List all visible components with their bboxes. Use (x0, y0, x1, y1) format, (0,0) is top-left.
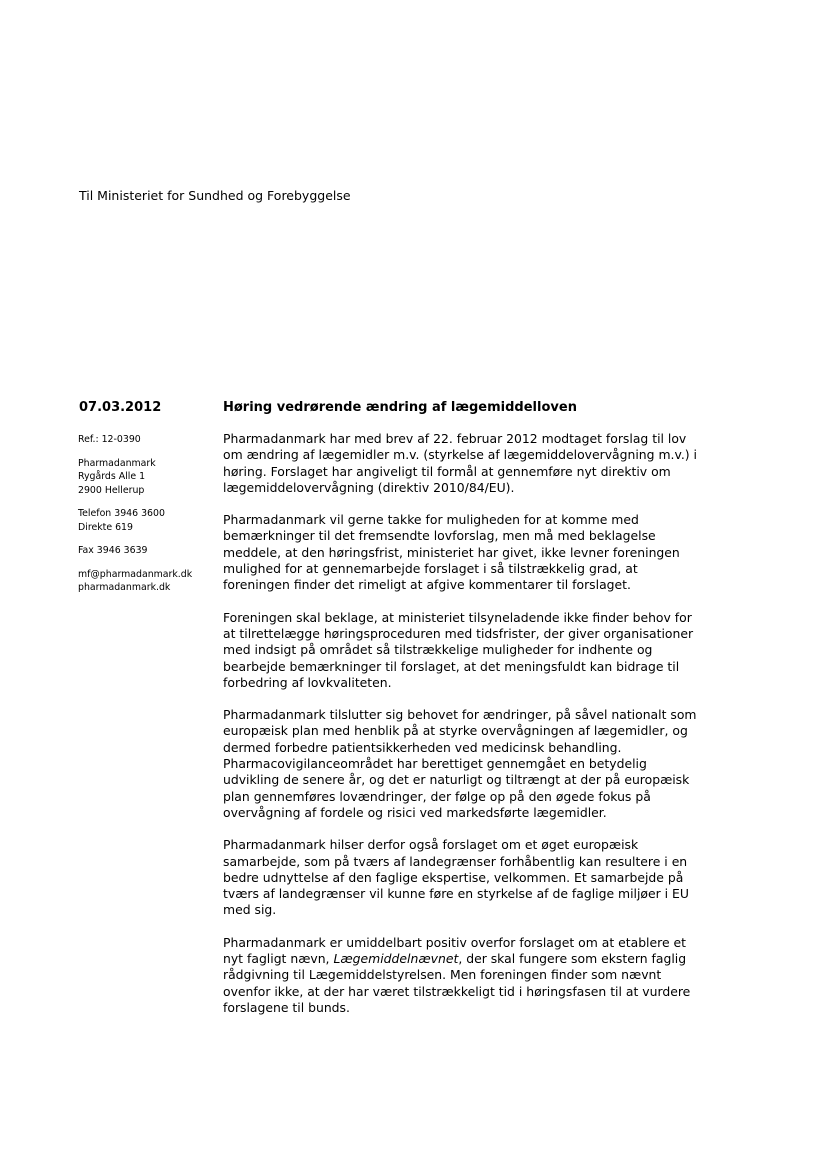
reference-number: Ref.: 12-0390 (78, 434, 141, 445)
letter-date: 07.03.2012 (79, 400, 162, 415)
email-address[interactable]: mf@pharmadanmark.dk (78, 568, 193, 580)
postal-city: 2900 Hellerup (78, 484, 145, 496)
reference-block (78, 433, 218, 447)
paragraph-2: Pharmadanmark vil gerne takke for muligheden for at komme med bemærkninger til det fremsendte lovforslag, men må med beklagelse meddele, at den høringsfrist, ministeriet har givet, ikke levner foreningen mulighed for at gennemarbejde forslaget i så tilstrækkelig grad, at foreningen finder det rimeligt at afgive kommentarer til forslaget. (223, 512, 680, 593)
letter-subject: Høring vedrørende ændring af lægemiddelloven (223, 400, 577, 415)
website-link[interactable]: pharmadanmark.dk (78, 582, 171, 593)
paragraph-6-end: , der skal fungere som ekstern faglig rådgivning til Lægemiddelstyrelsen. Men foreningen finder som nævnt ovenfor ikke, at der har været tilstrækkeligt tid i høringsfasen til at vurdere forslagene til bunds. (223, 951, 691, 1015)
recipient-line: Til Ministeriet for Sundhed og Forebyggelse (79, 188, 351, 203)
contact-block (78, 568, 218, 595)
paragraph-6-start: Pharmadanmark er umiddelbart positiv overfor forslaget om at etablere et nyt fagligt nævn, (223, 934, 686, 967)
paragraph-4: Pharmadanmark tilslutter sig behovet for ændringer, på såvel nationalt som europæisk plan med henblik på at styrke overvågningen af lægemidler, og dermed forbedre patientsikkerheden ved medicinsk behandling. Pharmacovigilanceområdet har berettiget gennemgået en betydelig udvikling de senere år, og det er naturligt og tiltrængt at der på europæisk plan gennemføres lovændringer, der følge op på den øgede fokus på overvågning af fordele og risici ved markedsførte lægemidler. (223, 707, 697, 820)
paragraph-5: Pharmadanmark hilser derfor også forslaget om et øget europæisk samarbejde, som på tværs af landegrænser forhåbentlig kan resultere i en bedre udnyttelse af den faglige ekspertise, velkommen. Et samarbejde på tværs af landegrænser vil kunne føre en styrkelse af de faglige miljøer i EU med sig. (223, 837, 689, 918)
paragraph-1: Pharmadanmark har med brev af 22. februar 2012 modtaget forslag til lov om ændring af lægemidler m.v. (styrkelse af lægemiddelovervågning m.v.) i høring. Forslaget har angiveligt til formål at gennemføre nyt direktiv om lægemiddelovervågning (direktiv 2010/84/EU). (223, 431, 697, 495)
paragraph-3: Foreningen skal beklage, at ministeriet tilsyneladende ikke finder behov for at tilrettelægge høringsproceduren med tidsfrister, der giver organisationer med indsigt på området så tilstrækkelige muligheder for indhente og bearbejde bemærkninger til forslaget, at det meningsfuldt kan bidrage til forbedring af lovkvaliteten. (223, 609, 694, 690)
fax-block (78, 544, 218, 558)
organization-name: Pharmadanmark (78, 457, 156, 469)
street-address: Rygårds Alle 1 (78, 471, 146, 482)
direct-extension: Direkte 619 (78, 521, 133, 533)
letter-body (223, 431, 705, 1032)
fax-number: Fax 3946 3639 (78, 545, 148, 556)
sender-info-sidebar (78, 433, 218, 605)
address-block (78, 457, 218, 498)
phone-block (78, 507, 218, 534)
paragraph-6 (223, 935, 705, 1016)
committee-name: Lægemiddelnævnet (333, 951, 459, 967)
phone-number: Telefon 3946 3600 (78, 508, 165, 519)
